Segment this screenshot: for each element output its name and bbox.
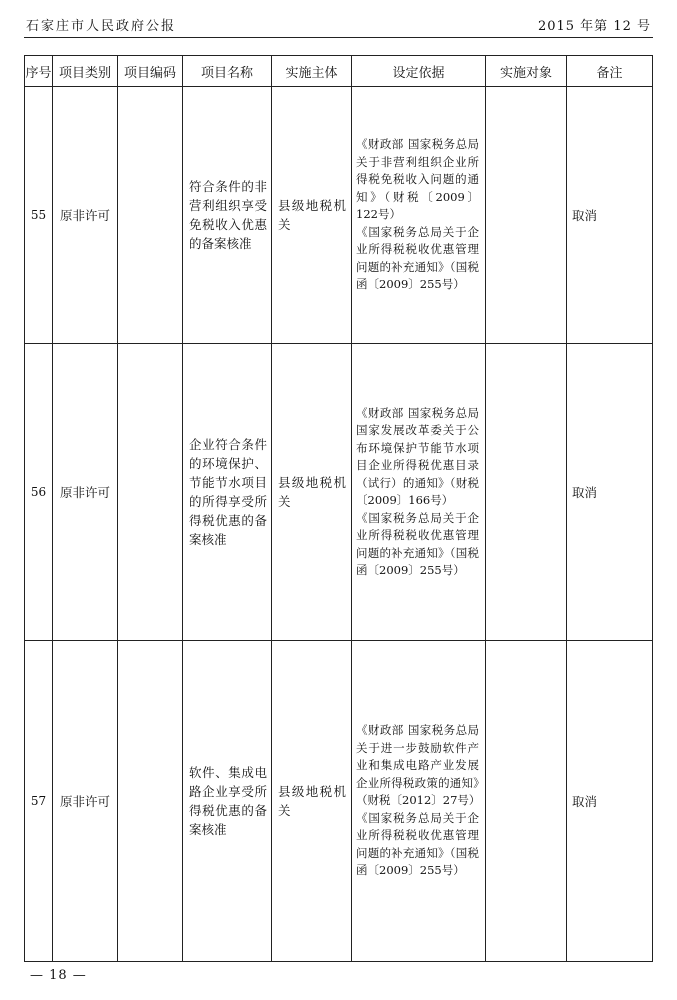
remark: 取消 xyxy=(567,641,653,962)
col-header-num: 序号 xyxy=(25,56,53,87)
remark: 取消 xyxy=(567,87,653,344)
header-divider xyxy=(24,37,653,38)
legal-basis-entry: 《国家税务总局关于企业所得税税收优惠管理问题的补充通知》（国税函〔2009〕255号） xyxy=(356,510,479,577)
col-header-body: 实施主体 xyxy=(272,56,352,87)
table-row xyxy=(25,87,653,344)
row-number: 56 xyxy=(25,344,53,641)
col-header-target: 实施对象 xyxy=(486,56,567,87)
item-name: 企业符合条件的环境保护、节能节水项目的所得享受所得税优惠的备案核准 xyxy=(183,344,272,641)
legal-basis-entry: 《财政部 国家税务总局关于非营利组织企业所得税免税收入问题的通知》（财税〔2009〕122号） xyxy=(356,137,479,222)
item-category: 原非许可 xyxy=(53,641,118,962)
legal-basis-entry: 《财政部 国家税务总局关于进一步鼓励软件产业和集成电路产业发展企业所得税政策的通知》（财税〔2012〕27号） xyxy=(356,723,481,808)
item-code xyxy=(118,87,183,344)
item-name: 软件、集成电路企业享受所得税优惠的备案核准 xyxy=(183,641,272,962)
implementation-target xyxy=(486,641,567,962)
remark: 取消 xyxy=(567,344,653,641)
col-header-category: 项目类别 xyxy=(53,56,118,87)
legal-basis-entry: 《国家税务总局关于企业所得税税收优惠管理问题的补充通知》（国税函〔2009〕255号） xyxy=(356,810,479,878)
table-row xyxy=(25,641,653,962)
legal-basis xyxy=(352,641,486,962)
item-name: 符合条件的非营利组织享受免税收入优惠的备案核准 xyxy=(183,87,272,344)
table-row xyxy=(25,344,653,641)
row-number: 55 xyxy=(25,87,53,344)
page-number: — 18 — xyxy=(30,968,87,983)
item-category: 原非许可 xyxy=(53,344,118,641)
implementing-body: 县级地税机关 xyxy=(272,87,352,344)
row-number: 57 xyxy=(25,641,53,962)
implementing-body: 县级地税机关 xyxy=(272,344,352,641)
legal-basis xyxy=(352,344,486,641)
item-code xyxy=(118,641,183,962)
legal-basis-entry: 《财政部 国家税务总局 国家发展改革委关于公布环境保护节能节水项目企业所得税优惠目录（试行）的通知》（财税〔2009〕166号） xyxy=(356,405,479,507)
implementation-target xyxy=(486,87,567,344)
legal-basis xyxy=(352,87,486,344)
legal-basis-entry: 《国家税务总局关于企业所得税税收优惠管理问题的补充通知》（国税函〔2009〕255号） xyxy=(356,224,479,292)
col-header-note: 备注 xyxy=(567,56,653,87)
implementation-target xyxy=(486,344,567,641)
item-code xyxy=(118,344,183,641)
col-header-name: 项目名称 xyxy=(183,56,272,87)
item-table xyxy=(24,55,653,962)
issue-number: 2015 年第 12 号 xyxy=(537,19,651,34)
publication-title: 石家庄市人民政府公报 xyxy=(26,19,177,34)
col-header-code: 项目编码 xyxy=(118,56,183,87)
item-category: 原非许可 xyxy=(53,87,118,344)
table-header-row xyxy=(25,56,653,87)
col-header-basis: 设定依据 xyxy=(352,56,486,87)
implementing-body: 县级地税机关 xyxy=(272,641,352,962)
